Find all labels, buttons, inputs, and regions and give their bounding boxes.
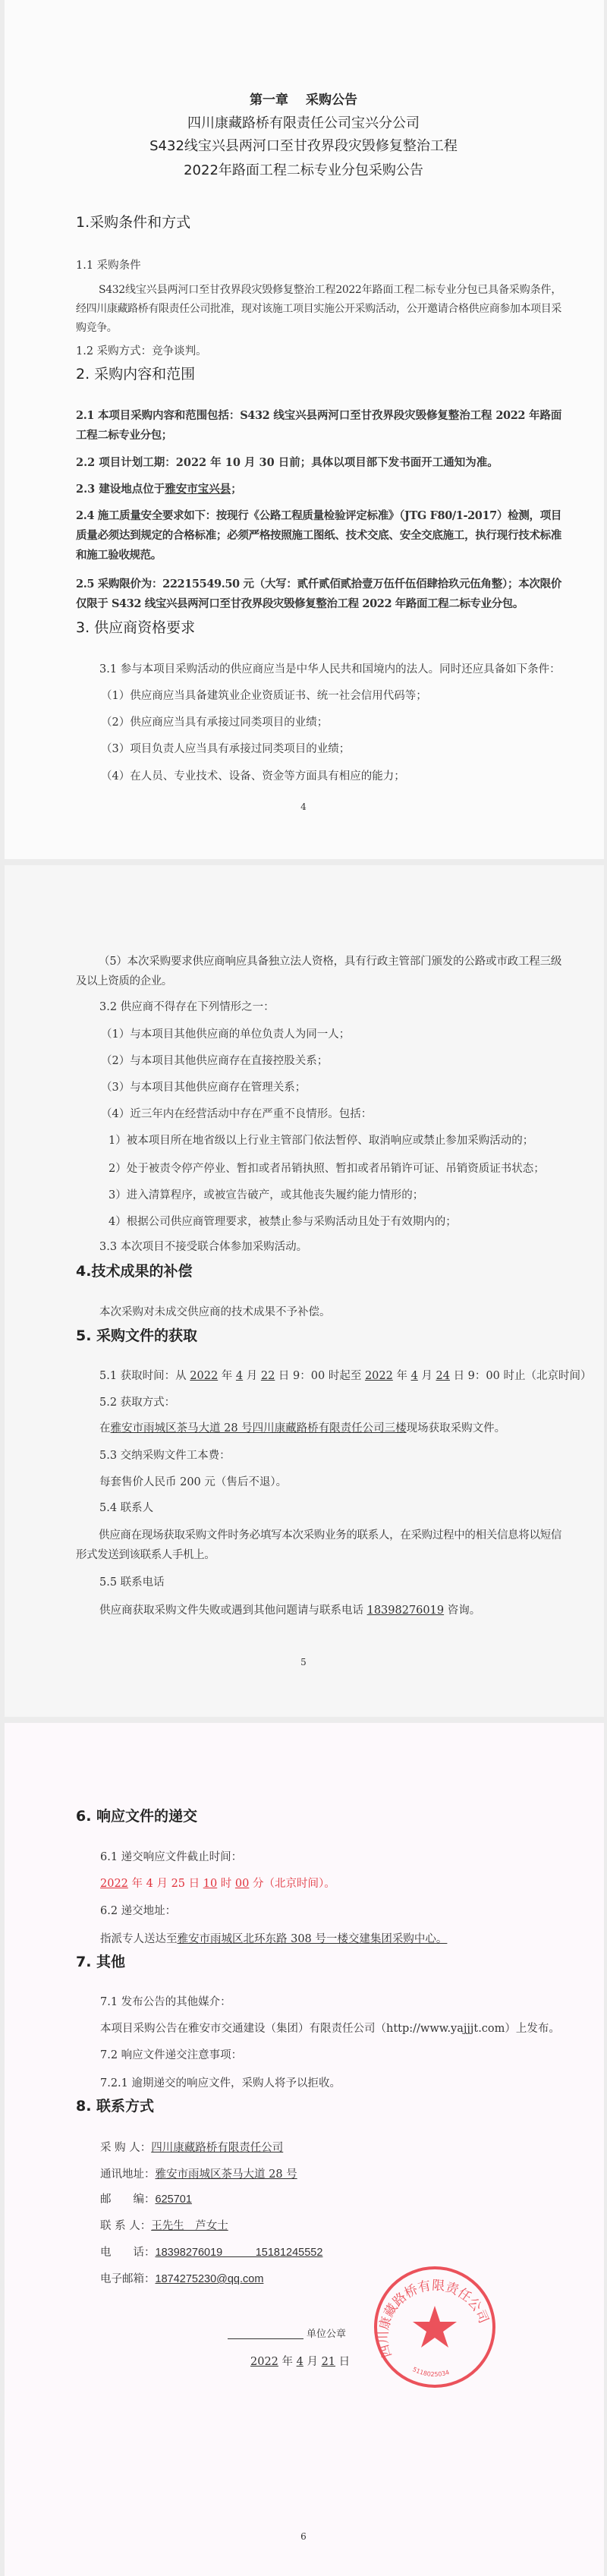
section-5-5: 5.5 联系电话 [99,1576,165,1589]
hour: 10 [203,1878,218,1890]
text: 月 [243,1370,261,1382]
label: 联 系 人： [100,2220,152,2232]
value: 雅安市雨城区茶马大道 28 号 [155,2168,297,2181]
section-6-1: 6.1 递交响应文件截止时间： [100,1851,243,1863]
section-5-3-text: 每套售价人民币 200 元（售后不退）。 [99,1476,288,1488]
section-5-4-text: 供应商在现场获取采购文件时务必填写本次采购业务的联系人，在采购过程中的相关信息将以短信形式发送到该联系人手机上。 [76,1529,561,1561]
contact-row-postcode [100,2192,192,2207]
requirement-item: （4）在人员、专业技术、设备、资金等方面具有相应的能力； [101,770,405,783]
exclusion-subitem: 2）处于被责令停产停业、暂扣或者吊销执照、暂扣或者吊销许可证、吊销资质证书状态； [109,1163,545,1175]
section-7-2: 7.2 响应文件递交注意事项： [100,2049,243,2061]
section-7-2-1: 7.2.1 逾期递交的响应文件，采购人将予以拒收。 [100,2077,341,2089]
requirement-item: （1）供应商应当具备建筑业企业资质证书、统一社会信用代码等； [101,690,427,702]
section-5-4: 5.4 联系人 [99,1502,154,1514]
seal-text: 四川康藏路桥有限责任公司 [376,2278,492,2360]
text: 日 [335,2356,351,2368]
section-2-4: 2.4 施工质量安全要求如下：按现行《公路工程质量检验评定标准》（JTG F80/1-2017）检测，项目质量必须达到规定的合格标准；必须严格按照施工图纸、技术交底、安全交底施工，执行现行技术标准和施工验收规范。 [76,509,561,562]
text: 年 [218,1370,236,1382]
label: 电 话： [100,2247,156,2259]
month: 4 [235,1370,244,1382]
section-3-1: 3.1 参与本项目采购活动的供应商应当是中华人民共和国境内的法人。同时还应具备如下条件： [99,663,561,675]
requirement-item: （3）项目负责人应当具有承接过同类项目的业绩； [101,743,351,755]
page-6 [5,1723,604,2576]
heading-3: 3. 供应商资格要求 [76,619,196,636]
page-number: 4 [300,801,307,812]
deadline-time [100,1876,335,1891]
text: 月 [417,1370,436,1382]
day: 22 [260,1370,275,1382]
section-4-text: 本次采购对未成交供应商的技术成果不予补偿。 [99,1306,331,1318]
text: 咨询。 [444,1604,481,1617]
section-6-2-text [100,1932,447,1947]
requirement-item-5: （5）本次采购要求供应商响应具备独立法人资格，具有行政主管部门颁发的公路或市政工程三级及以上资质的企业。 [76,956,561,987]
star-icon [413,2306,457,2348]
text: 5.1 获取时间：从 [99,1370,190,1382]
year: 2022 [250,2356,278,2368]
year: 2022 [364,1370,393,1382]
exclusion-subitem: 3）进入清算程序，或被宣告破产，或其他丧失履约能力情形的； [109,1189,424,1201]
month: 4 [410,1370,418,1382]
day: 21 [321,2356,336,2368]
exclusion-subitem: 1）被本项目所在地省级以上行业主管部门依法暂停、取消响应或禁止参加采购活动的； [109,1135,534,1147]
exclusion-item: （1）与本项目其他供应商的单位负责人为同一人； [101,1028,351,1041]
section-5-2-text [99,1421,505,1436]
section-2-2: 2.2 项目计划工期：2022 年 10 月 30 日前；具体以项目部下发书面开工通知为准。 [76,456,498,469]
heading-7: 7. 其他 [76,1954,126,1970]
phone-number: 18398276019 [366,1604,445,1617]
text: 年 [392,1370,411,1382]
section-7-1-text: 本项目采购公告在雅安市交通建设（集团）有限责任公司（http://www.yajjjt.com）上发布。 [100,2023,560,2035]
text: 现场获取采购文件。 [406,1422,506,1434]
contact-row-purchaser [100,2140,283,2156]
text: 分（北京时间）。 [249,1878,335,1890]
address: 雅安市雨城区茶马大道 28 号四川康藏路桥有限责任公司三楼 [110,1422,407,1434]
section-3-3: 3.3 本次项目不接受联合体参加采购活动。 [99,1241,308,1253]
day: 24 [436,1370,450,1382]
text: ； [231,483,242,496]
seal-code: 5118025034 [411,2366,451,2379]
value: 王先生 芦女士 [151,2220,228,2232]
value: 625701 [155,2193,192,2206]
value: 1874275230@qq.com [155,2273,264,2285]
text: 在 [99,1422,111,1434]
text: 日 9：00 时起至 [275,1370,365,1382]
value: 四川康藏路桥有限责任公司 [151,2142,284,2154]
year: 2022 [100,1878,128,1890]
contact-row-phone [100,2245,322,2260]
text: 日 9：00 时止（北京时间） [449,1370,592,1382]
section-2-5: 2.5 采购限价为：22215549.50 元（大写：贰仟贰佰贰拾壹万伍仟伍佰肆拾玖元伍角整）；本次限价仅限于 S432 线宝兴县两河口至甘孜界段灾毁修复整治工程 2022 年路面工程二标专业分包。 [76,578,561,610]
location: 雅安市宝兴县 [165,483,231,496]
text: 月 [303,2356,322,2368]
company-title: 四川康藏路桥有限责任公司宝兴分公司 [187,115,420,131]
heading-1: 1.采购条件和方式 [76,214,191,231]
heading-2: 2. 采购内容和范围 [76,366,196,383]
heading-8: 8. 联系方式 [76,2098,155,2115]
chapter-title: 第一章 采购公告 [250,93,357,108]
section-5-3: 5.3 交纳采购文件工本费： [99,1450,231,1462]
notice-title: 2022年路面工程二标专业分包采购公告 [184,162,423,178]
signature-line [228,2338,304,2339]
section-6-2: 6.2 递交地址： [100,1905,177,1917]
section-2-3 [76,482,242,497]
label: 电子邮箱： [100,2273,156,2285]
exclusion-subitem: 4）根据公司供应商管理要求，被禁止参与采购活动且处于有效期内的； [109,1216,457,1228]
text: 供应商获取采购文件失败或遇到其他问题请与联系电话 [99,1604,367,1617]
section-1-2: 1.2 采购方式：竞争谈判。 [76,345,207,357]
requirement-item: （2）供应商应当具有承接过同类项目的业绩； [101,716,329,729]
section-7-1: 7.1 发布公告的其他媒介： [100,1996,231,2008]
year: 2022 [190,1370,219,1382]
section-5-2: 5.2 获取方式： [99,1397,176,1409]
text: 年 [278,2356,297,2368]
company-seal-stamp [372,2264,498,2390]
value: 18398276019 15181245552 [155,2247,323,2259]
section-1-1-text: S432线宝兴县两河口至甘孜界段灾毁修复整治工程2022年路面工程二标专业分包已具备采购条件，经四川康藏路桥有限责任公司批准，现对该施工项目实施公开采购活动，公开邀请合格供应商参加本项目采购竞争。 [76,284,561,334]
month: 4 [296,2356,304,2368]
page-5 [5,865,604,1717]
page-number: 6 [300,2531,307,2542]
minute: 00 [234,1878,250,1890]
signature-date [250,2354,350,2370]
section-1-1-label: 1.1 采购条件 [76,260,141,272]
exclusion-item: （4）近三年内在经营活动中存在严重不良情形。包括： [101,1108,373,1120]
contact-row-email [100,2272,263,2287]
section-3-2: 3.2 供应商不得存在下列情形之一： [99,1001,275,1013]
section-2-1: 2.1 本项目采购内容和范围包括：S432 线宝兴县两河口至甘孜界段灾毁修复整治工程 2022 年路面工程二标专业分包； [76,409,561,442]
text: 2.3 建设地点位于 [76,483,165,496]
heading-6: 6. 响应文件的递交 [76,1808,198,1825]
project-title: S432线宝兴县两河口至甘孜界段灾毁修复整治工程 [149,138,458,154]
label: 邮 编： [100,2193,156,2206]
seal-label: 单位公章 [307,2329,347,2340]
text: 年 4 月 25 日 [127,1878,203,1890]
text: 时 [217,1878,235,1890]
text: 指派专人送达至 [100,1933,178,1945]
label: 通讯地址： [100,2168,156,2181]
section-5-1 [99,1368,591,1384]
label: 采 购 人： [100,2142,152,2154]
exclusion-item: （3）与本项目其他供应商存在管理关系； [101,1082,307,1094]
exclusion-item: （2）与本项目其他供应商存在直接控股关系； [101,1055,329,1067]
heading-4: 4.技术成果的补偿 [76,1263,193,1280]
contact-row-address [100,2167,297,2182]
section-5-5-text [99,1603,480,1618]
heading-5: 5. 采购文件的获取 [76,1327,198,1344]
address: 雅安市雨城区北环东路 308 号一楼交建集团采购中心。 [177,1933,448,1945]
page-number: 5 [300,1657,307,1667]
contact-row-person [100,2219,228,2234]
